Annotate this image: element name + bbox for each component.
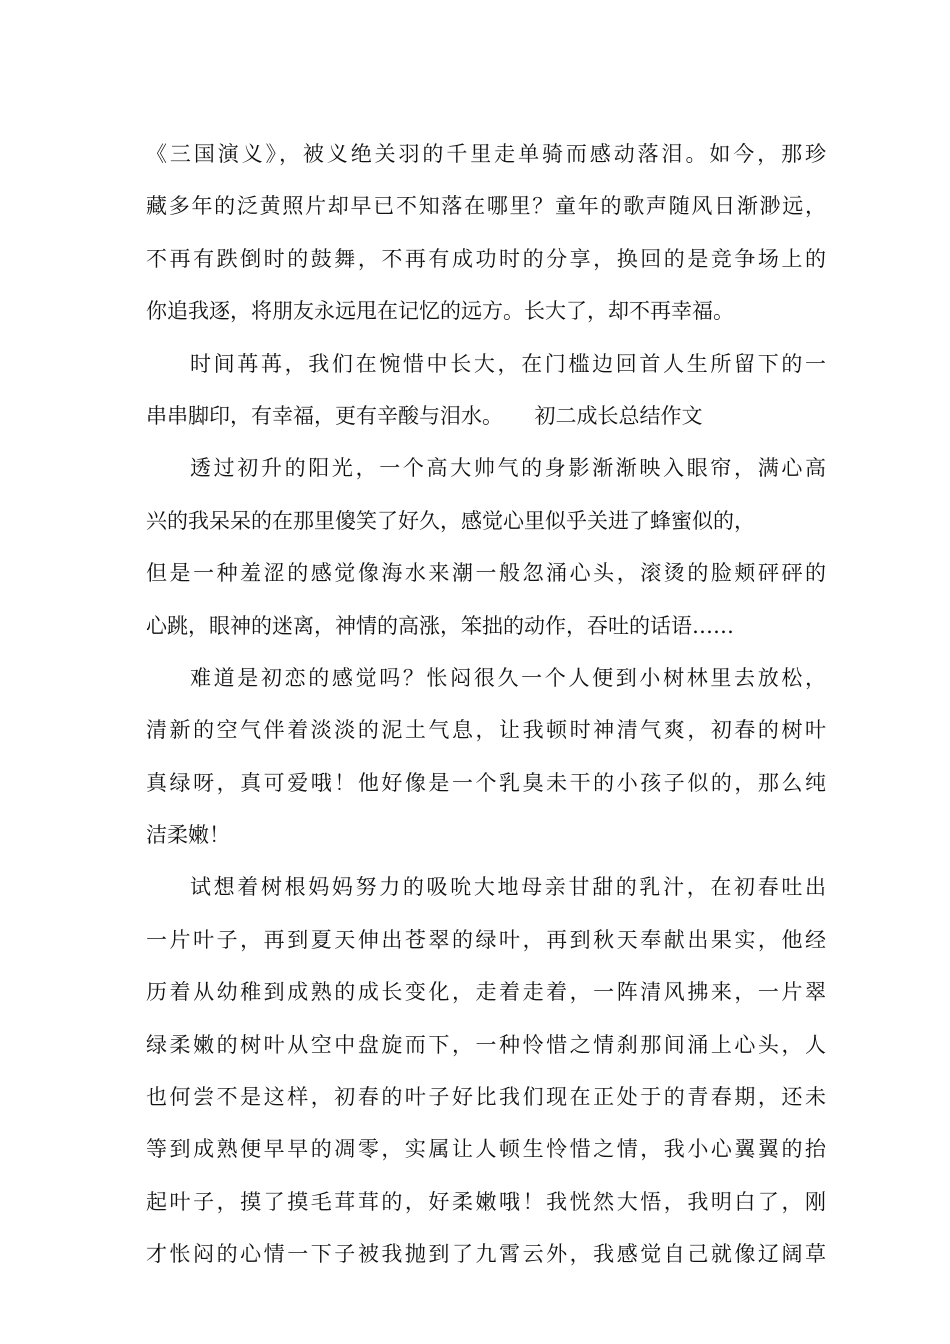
text-line: 《三国演义》，被义绝关羽的千里走单骑而感动落泪。如今，那珍 — [146, 142, 826, 166]
text-line: 试想着树根妈妈努力的吸吮大地母亲甘甜的乳汁，在初春吐出 — [190, 875, 826, 900]
text-line: 串串脚印，有幸福，更有辛酸与泪水。 初二成长总结作文 — [146, 403, 703, 428]
text-line: 真绿呀，真可爱哦！他好像是一个乳臭未干的小孩子似的，那么纯 — [146, 770, 826, 795]
text-line: 透过初升的阳光，一个高大帅气的身影渐渐映入眼帘，满心高 — [190, 456, 826, 481]
text-line: 但是一种羞涩的感觉像海水来潮一般忽涌心头，滚烫的脸颊砰砰的 — [146, 561, 826, 586]
text-line: 一片叶子，再到夏天伸出苍翠的绿叶，再到秋天奉献出果实，他经 — [146, 927, 826, 952]
text-line: 清新的空气伴着淡淡的泥土气息，让我顿时神清气爽，初春的树叶 — [146, 718, 826, 743]
text-line: 不再有跌倒时的鼓舞，不再有成功时的分享，换回的是竞争场上的 — [146, 246, 826, 271]
body-text — [146, 128, 826, 1281]
text-line: 洁柔嫩！ — [146, 823, 230, 848]
text-line: 心跳，眼神的迷离，神情的高涨，笨拙的动作，吞吐的话语…… — [146, 613, 734, 638]
text-line: 历着从幼稚到成熟的成长变化，走着走着，一阵清风拂来，一片翠 — [146, 980, 826, 1005]
text-line: 也何尝不是这样，初春的叶子好比我们现在正处于的青春期，还未 — [146, 1085, 826, 1110]
text-line: 起叶子，摸了摸毛茸茸的，好柔嫩哦！我恍然大悟，我明白了，刚 — [146, 1189, 826, 1214]
text-line: 兴的我呆呆的在那里傻笑了好久，感觉心里似乎关进了蜂蜜似的， — [146, 508, 755, 533]
text-line: 绿柔嫩的树叶从空中盘旋而下，一种怜惜之情刹那间涌上心头，人 — [146, 1032, 826, 1057]
text-line: 才怅闷的心情一下子被我抛到了九霄云外，我感觉自己就像辽阔草 — [146, 1242, 826, 1267]
text-line: 你追我逐，将朋友永远甩在记忆的远方。长大了，却不再幸福。 — [146, 299, 734, 324]
text-line: 藏多年的泛黄照片却早已不知落在哪里？童年的歌声随风日渐渺远， — [146, 194, 826, 219]
text-line: 等到成熟便早早的凋零，实属让人顿生怜惜之情，我小心翼翼的抬 — [146, 1137, 826, 1162]
text-line: 难道是初恋的感觉吗？怅闷很久一个人便到小树林里去放松， — [190, 665, 826, 690]
text-line: 时间苒苒，我们在惋惜中长大，在门槛边回首人生所留下的一 — [190, 351, 826, 376]
